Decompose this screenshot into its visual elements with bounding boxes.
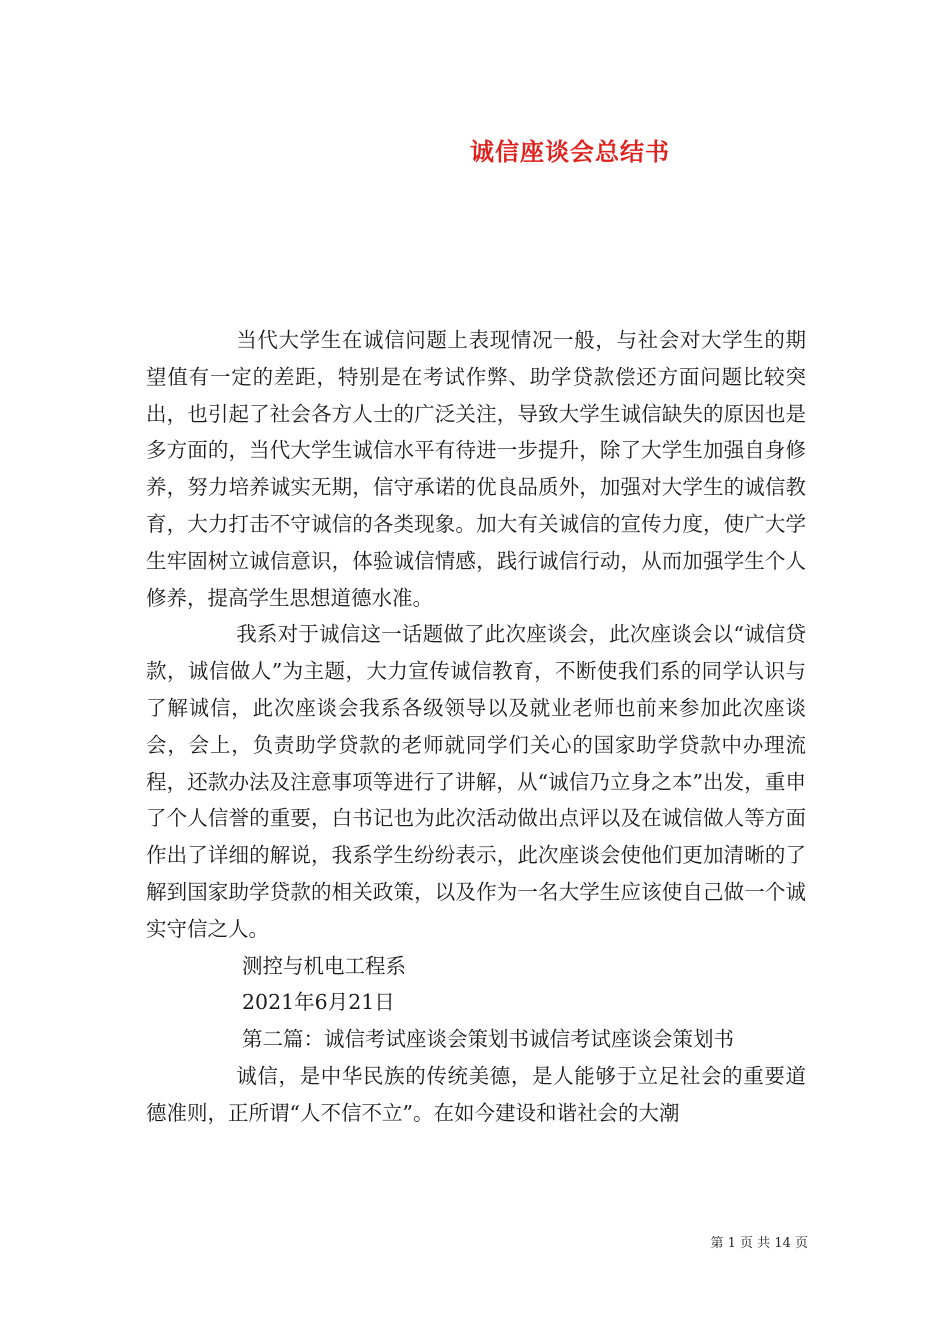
paragraph-1: 当代大学生在诚信问题上表现情况一般，与社会对大学生的期望值有一定的差距，特别是在考试作弊、助学贷款偿还方面问题比较突出，也引起了社会各方人士的广泛关注，导致大学生诚信缺失的原因也是多方面的，当代大学生诚信水平有待进一步提升，除了大学生加强自身修养，努力培养诚实无期，信守承诺的优良品质外，加强对大学生的诚信教育，大力打击不守诚信的各类现象。加大有关诚信的宣传力度，使广大学生牢固树立诚信意识，体验诚信情感，践行诚信行动，从而加强学生个人修养，提高学生思想道德水准。 [146, 328, 806, 610]
signature-department: 测控与机电工程系 [242, 953, 406, 978]
paragraph-3: 诚信，是中华民族的传统美德，是人能够于立足社会的重要道德准则，正所谓“人不信不立”。在如今建设和谐社会的大潮 [146, 1063, 806, 1125]
document-title: 诚信座谈会总结书 [470, 137, 670, 166]
signature-date: 2021年6月21日 [242, 990, 395, 1015]
second-heading: 第二篇：诚信考试座谈会策划书诚信考试座谈会策划书 [242, 1027, 734, 1052]
document-body [146, 322, 806, 1132]
paragraph-2: 我系对于诚信这一话题做了此次座谈会，此次座谈会以“诚信贷款，诚信做人”为主题，大力宣传诚信教育，不断使我们系的同学认识与了解诚信，此次座谈会我系各级领导以及就业老师也前来参加此次座谈会，会上，负责助学贷款的老师就同学们关心的国家助学贷款中办理流程，还款办法及注意事项等进行了讲解，从“诚信乃立身之本”出发，重申了个人信誉的重要，白书记也为此次活动做出点评以及在诚信做人等方面作出了详细的解说，我系学生纷纷表示，此次座谈会使他们更加清晰的了解到国家助学贷款的相关政策，以及作为一名大学生应该使自己做一个诚实守信之人。 [146, 622, 806, 941]
page-footer: 第 1 页 共 14 页 [710, 1236, 808, 1251]
